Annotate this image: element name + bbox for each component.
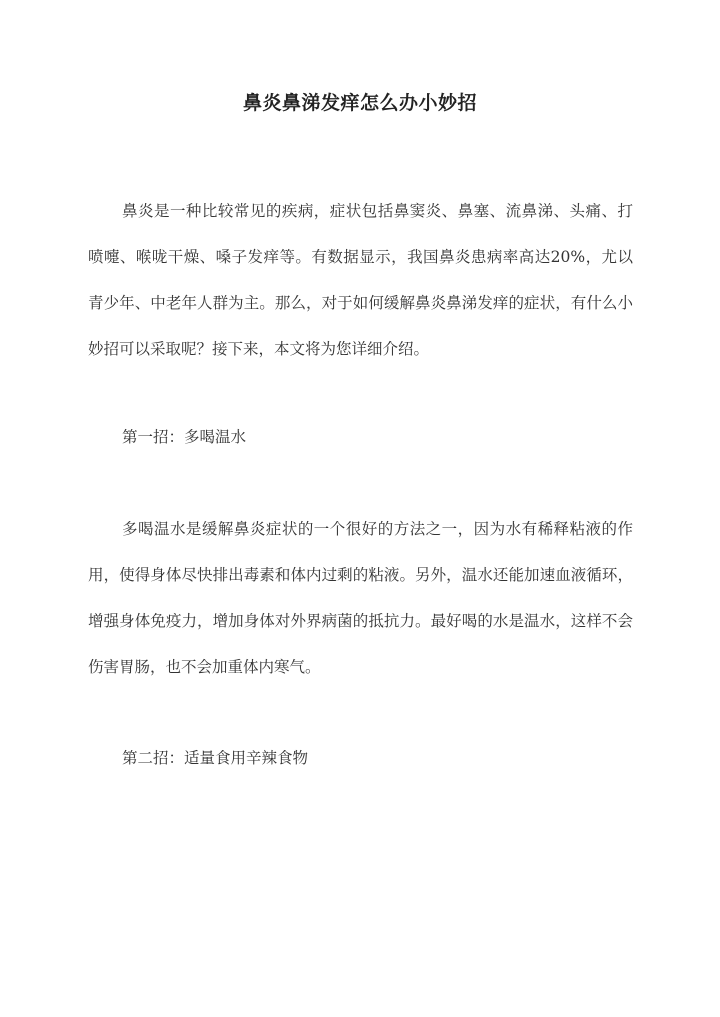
intro-paragraph: 鼻炎是一种比较常见的疾病，症状包括鼻窦炎、鼻塞、流鼻涕、头痛、打喷嚏、喉咙干燥、嗓子发痒等。有数据显示，我国鼻炎患病率高达20%，尤以青少年、中老年人群为主。那么，对于如何缓解鼻炎鼻涕发痒的症状，有什么小妙招可以采取呢？接下来，本文将为您详细介绍。 xyxy=(88,202,633,358)
tip1-paragraph: 多喝温水是缓解鼻炎症状的一个很好的方法之一，因为水有稀释粘液的作用，使得身体尽快排出毒素和体内过剩的粘液。另外，温水还能加速血液循环，增强身体免疫力，增加身体对外界病菌的抵抗力。最好喝的水是温水，这样不会伤害胃肠，也不会加重体内寒气。 xyxy=(88,520,633,676)
tip1-heading: 第一招：多喝温水 xyxy=(122,428,247,446)
tip2-heading: 第二招：适量食用辛辣食物 xyxy=(122,749,309,767)
document-title: 鼻炎鼻涕发痒怎么办小妙招 xyxy=(242,92,477,114)
